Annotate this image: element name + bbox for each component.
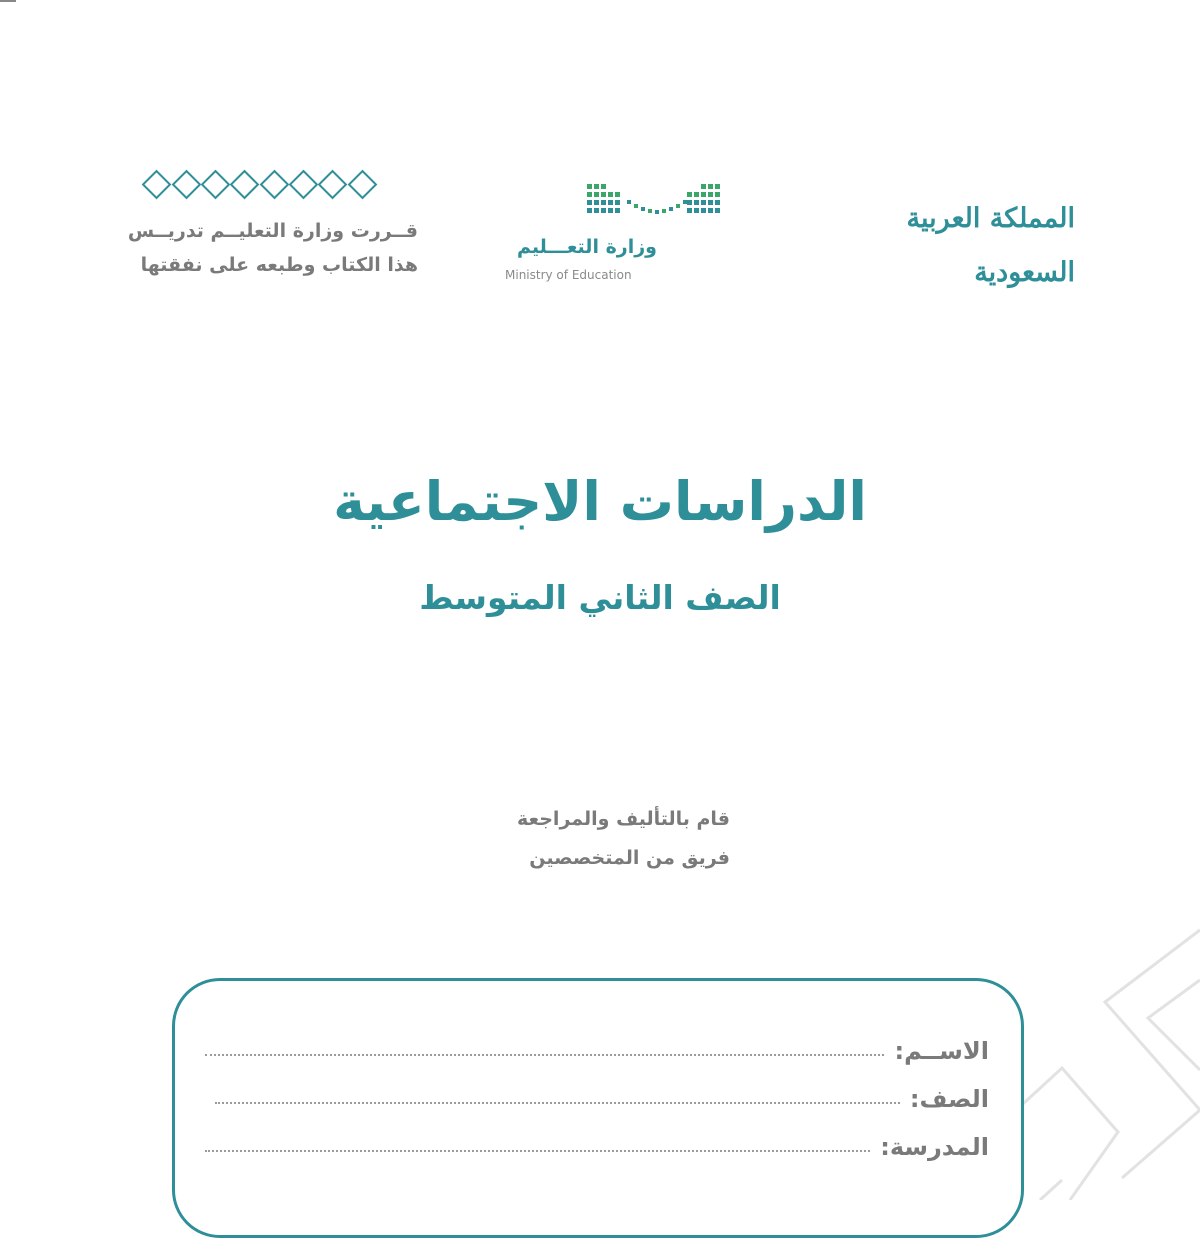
- diamond-icon: [259, 170, 289, 200]
- logo-dot: [594, 192, 599, 197]
- approval-line-2: هذا الكتاب وطبعه على نفقتها: [140, 254, 418, 276]
- name-field[interactable]: [205, 1025, 989, 1065]
- ministry-name-en: Ministry of Education: [505, 268, 632, 282]
- student-info-box: [172, 978, 1024, 1238]
- decorative-lines: [1000, 900, 1200, 1200]
- class-dotted-line[interactable]: [215, 1102, 900, 1104]
- logo-dot: [701, 184, 706, 189]
- logo-dot: [708, 184, 713, 189]
- logo-dot: [648, 209, 652, 213]
- logo-dot: [715, 208, 720, 213]
- logo-dot: [615, 192, 620, 197]
- diamond-icon: [201, 170, 231, 200]
- logo-dot: [701, 200, 706, 205]
- school-label: المدرسة:: [880, 1133, 989, 1161]
- class-field[interactable]: [215, 1073, 989, 1113]
- diamond-icon: [230, 170, 260, 200]
- logo-dot: [708, 192, 713, 197]
- logo-dot: [615, 208, 620, 213]
- diamond-icon: [171, 170, 201, 200]
- class-label: الصف:: [909, 1085, 989, 1113]
- logo-dot: [683, 200, 687, 204]
- logo-dot: [687, 192, 692, 197]
- logo-dot: [587, 200, 592, 205]
- logo-dot: [608, 192, 613, 197]
- logo-dot: [587, 192, 592, 197]
- logo-dot: [594, 200, 599, 205]
- diamond-icon: [142, 170, 172, 200]
- logo-dot: [715, 184, 720, 189]
- logo-dot: [641, 207, 645, 211]
- logo-dot: [601, 200, 606, 205]
- logo-dot: [601, 184, 606, 189]
- diamond-icon: [347, 170, 377, 200]
- diamond-icon: [289, 170, 319, 200]
- diamond-icon: [318, 170, 348, 200]
- logo-dot: [715, 200, 720, 205]
- logo-dot: [694, 200, 699, 205]
- authors-line-2: فريق من المتخصصين: [529, 847, 730, 869]
- kingdom-logo: المملكة العربية السعودية: [906, 203, 1075, 288]
- logo-dot: [694, 192, 699, 197]
- logo-dot: [694, 208, 699, 213]
- ministry-name-ar: وزارة التعـــليم: [516, 236, 657, 258]
- logo-dot: [715, 192, 720, 197]
- logo-dot: [676, 204, 680, 208]
- logo-dot: [594, 184, 599, 189]
- logo-dot: [708, 208, 713, 213]
- logo-dot: [627, 200, 631, 204]
- school-field[interactable]: [205, 1121, 989, 1161]
- logo-dot: [601, 192, 606, 197]
- logo-dot: [587, 184, 592, 189]
- school-dotted-line[interactable]: [205, 1150, 870, 1152]
- corner-mark: [0, 0, 16, 2]
- logo-dot: [608, 208, 613, 213]
- authors-line-1: قام بالتأليف والمراجعة: [516, 808, 730, 830]
- logo-dot: [634, 204, 638, 208]
- authors-block: [440, 800, 730, 878]
- logo-dot: [615, 200, 620, 205]
- logo-dot: [655, 210, 659, 214]
- logo-dot: [587, 208, 592, 213]
- name-dotted-line[interactable]: [205, 1054, 884, 1056]
- approval-text: [110, 214, 418, 282]
- logo-dot: [662, 209, 666, 213]
- approval-line-1: قــررت وزارة التعليــم تدريــس: [127, 220, 418, 242]
- logo-dot: [669, 207, 673, 211]
- logo-dot: [708, 200, 713, 205]
- logo-dot: [601, 208, 606, 213]
- logo-dot: [701, 192, 706, 197]
- diamond-ornament: [142, 174, 377, 195]
- name-label: الاســم:: [894, 1037, 989, 1065]
- logo-dot: [608, 200, 613, 205]
- logo-dot: [687, 200, 692, 205]
- grade-subtitle: الصف الثاني المتوسط: [419, 578, 781, 617]
- book-title: الدراسات الاجتماعية: [333, 470, 867, 533]
- logo-dot: [594, 208, 599, 213]
- logo-dot: [701, 208, 706, 213]
- logo-dot: [687, 208, 692, 213]
